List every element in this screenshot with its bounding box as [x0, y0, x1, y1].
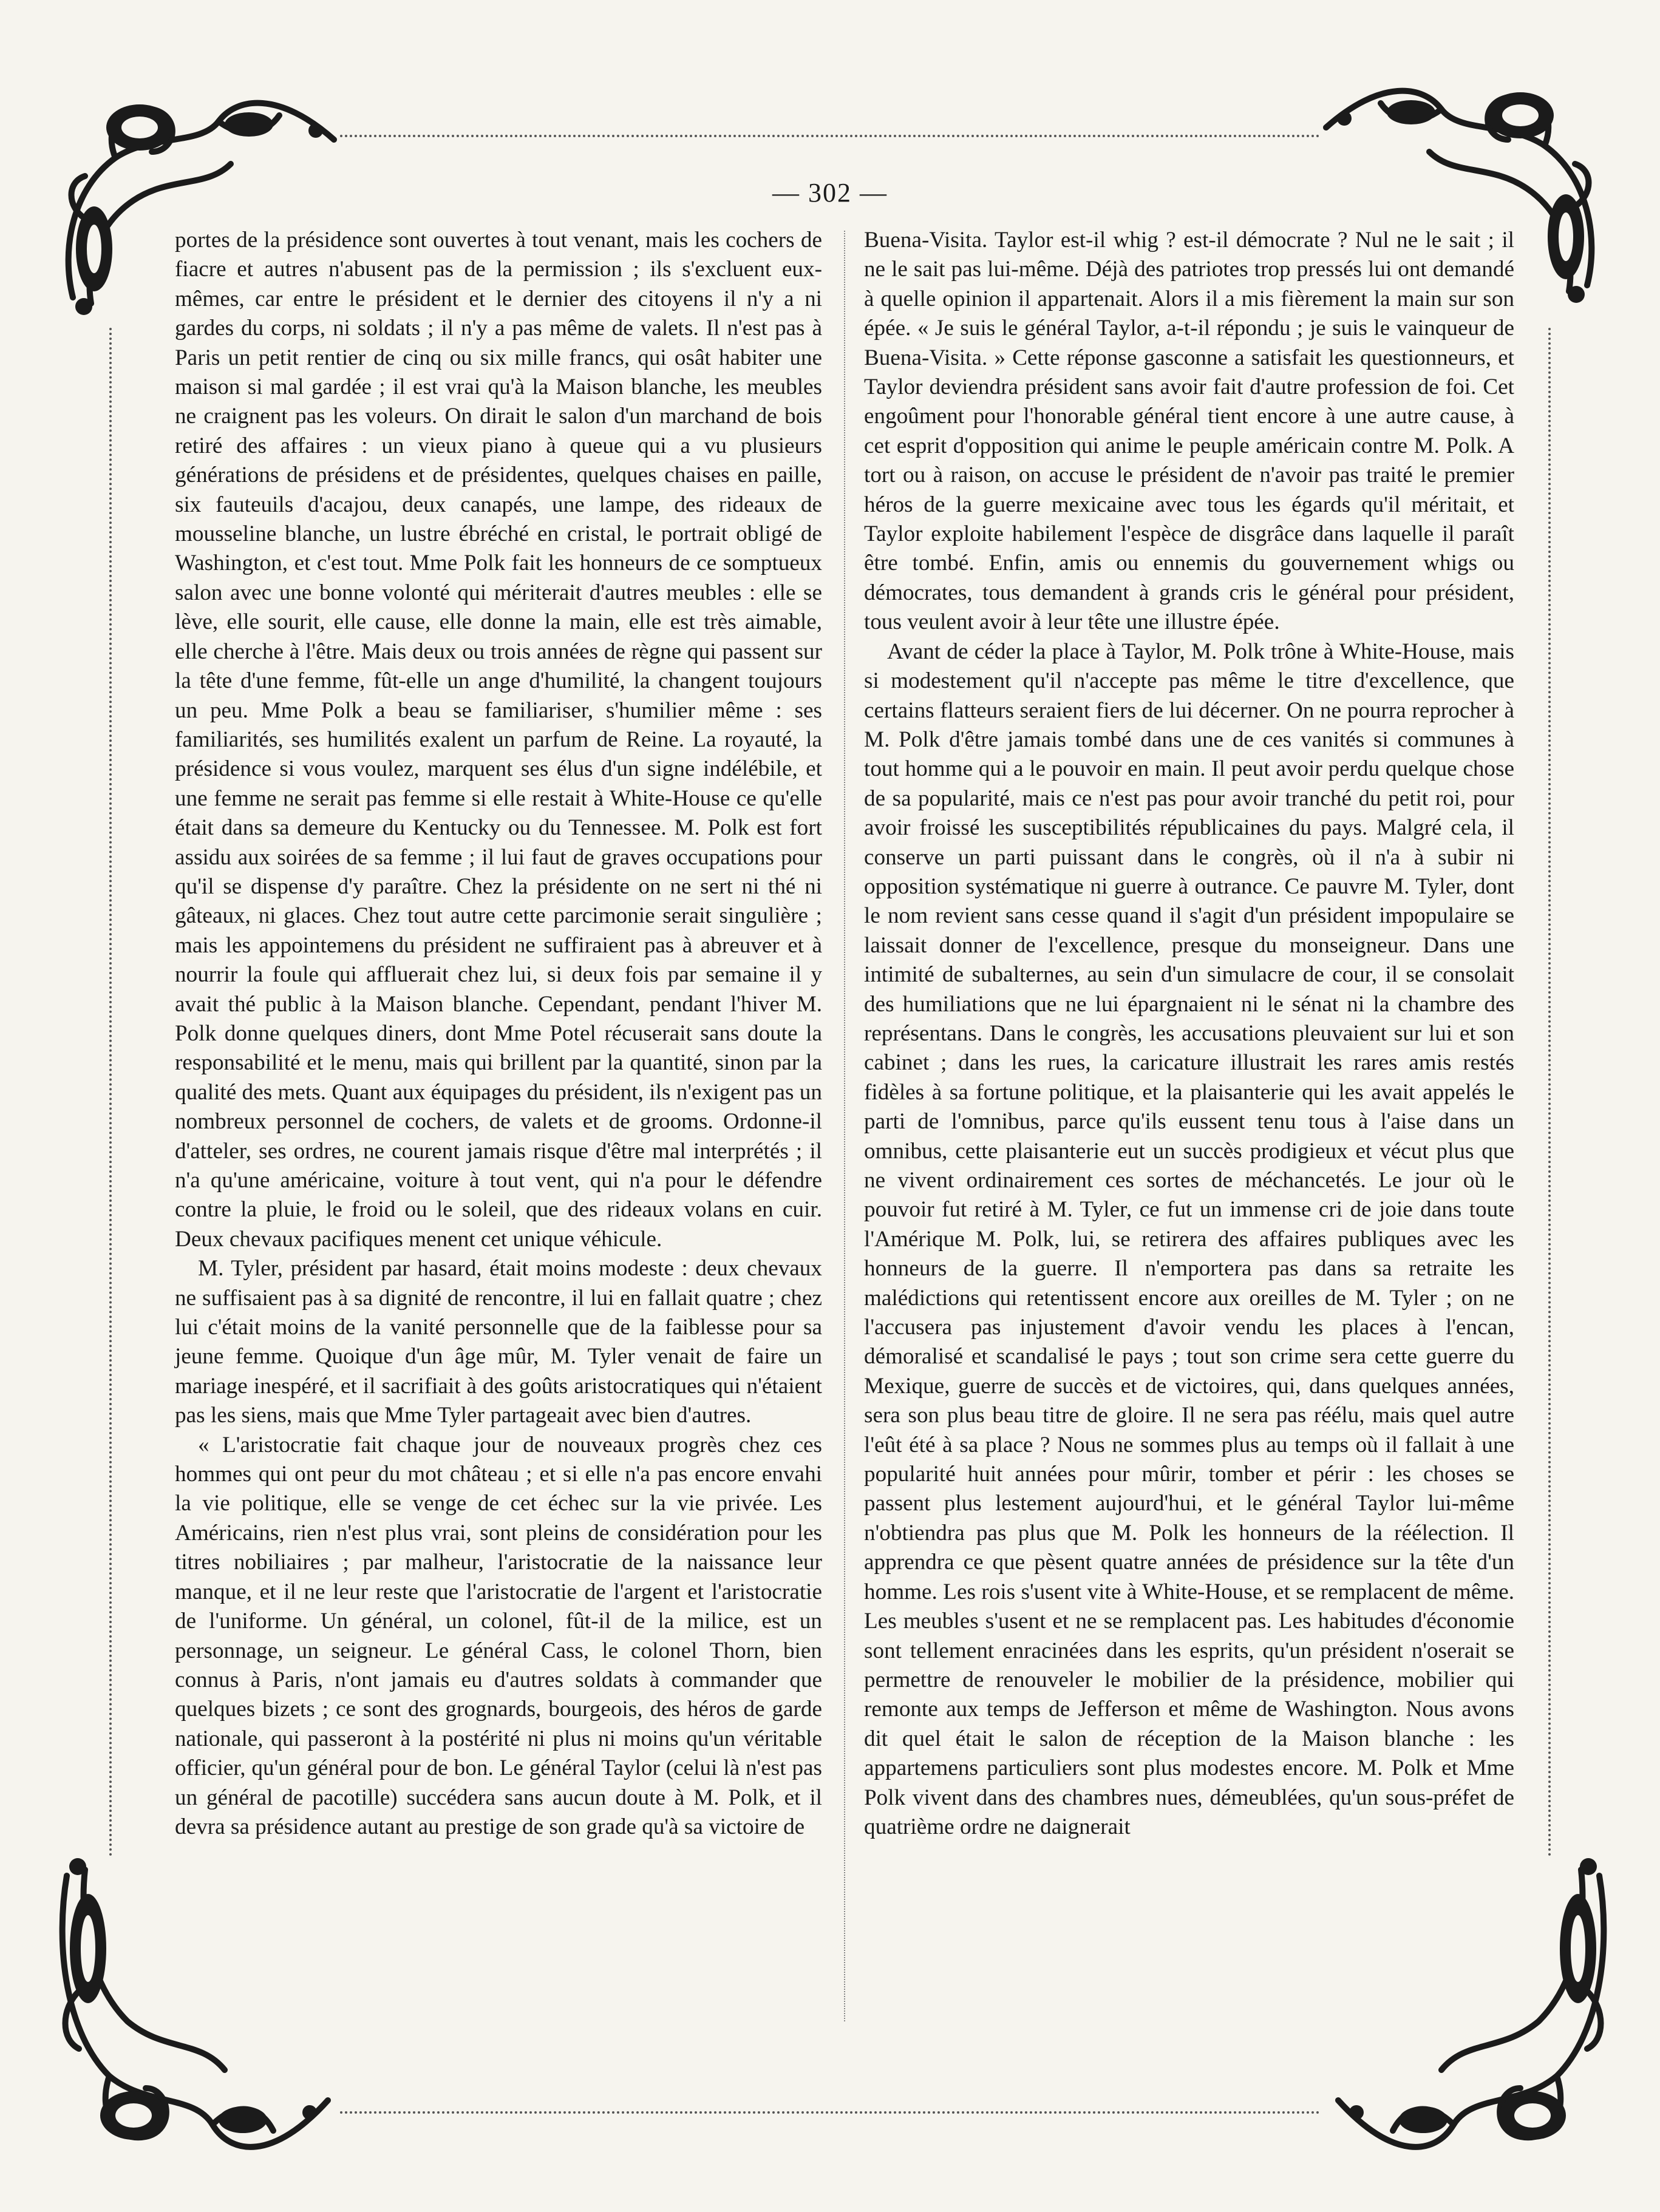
right-border-rule [1548, 328, 1551, 1857]
paragraph: Avant de céder la place à Taylor, M. Polk trône à White-House, mais si modestement qu'il n'accepte pas même le titre d'excellence, que certains flatteurs seraient fiers de lui décerner. On ne pourra reprocher à M. Polk d'être jamais tombé dans une de ces vanités si communes à tout homme qui a le pouvoir en main. Il peut avoir perdu quelque chose de sa popularité, mais ce n'est pas pour avoir tranché du petit roi, pour avoir froissé les susceptibilités républicaines du pays. Malgré cela, il conserve un parti puissant dans le congrès, où il n'a à subir ni opposition systématique ni guerre à outrance. Ce pauvre M. Tyler, dont le nom revient sans cesse quand il s'agit d'un président impopulaire se laissait donner de l'excellence, presque du monseigneur. Dans une intimité de subalternes, au sein d'un simulacre de cour, il se consolait des humiliations que ne lui épargnaient ni le sénat ni la chambre des représentans. Dans le congrès, les accusations pleuvaient sur lui et son cabinet ; dans les rues, la caricature illustrait les rares amis restés fidèles à sa fortune politique, et la plaisanterie qui les avait appelés le parti de l'omnibus, parce qu'ils eussent tenu tous à l'aise dans un omnibus, cette plaisanterie eut un succès prodigieux et vécut plus que ne vivent ordinairement ces sortes de méchancetés. Le jour où le pouvoir fut retiré à M. Tyler, ce fut un immense cri de joie dans toute l'Amérique M. Polk, lui, se retirera des affaires publiques avec les honneurs de la guerre. Il n'emportera pas dans sa retraite les malédictions qui retentissent encore aux oreilles de M. Tyler ; on ne l'accusera pas injustement d'avoir vendu les places à l'encan, démoralisé et scandalisé le pays ; tout son crime sera cette guerre du Mexique, guerre de succès et de victoires, qui, dans quelques années, sera son plus beau titre de gloire. Il ne sera pas réélu, mais quel autre l'eût été à sa place ? Nous ne sommes plus au temps où il fallait à une popularité huit années pour mûrir, tomber et périr : les choses se passent plus lestement aujourd'hui, et le général Taylor lui-même n'obtiendra pas plus que M. Polk les honneurs de la réélection. Il apprendra ce que pèsent quatre années de présidence sur la tête d'un homme. Les rois s'usent vite à White-House, et se remplacent de même. Les meubles s'usent et ne se remplacent pas. Les habitudes d'économie sont tellement enracinées dans les esprits, qu'un président n'oserait se permettre de renouveler le mobilier de la présidence, mobilier qui remonte aux temps de Jefferson et même de Washington. Nous avons dit quel était le salon de réception de la Maison blanche : les appartemens particuliers sont plus modestes encore. M. Polk et Mme Polk vivent dans des chambres nues, démeublées, qu'un sous-préfet de quatrième ordre ne daignerait [864, 639, 1514, 1839]
paragraph: portes de la présidence sont ouvertes à tout venant, mais les cochers de fiacre et autres n'abusent pas de la permission ; ils s'excluent eux-mêmes, car entre le président et le dernier des citoyens il n'y a ni gardes du corps, ni soldats ; il n'y a pas même de valets. Il n'est pas à Paris un petit rentier de cinq ou six mille francs, qui osât habiter une maison si mal gardée ; il est vrai qu'à la Maison blanche, les meubles ne craignent pas les voleurs. On dirait le salon d'un marchand de bois retiré des affaires : un vieux piano à queue qui a vu plusieurs générations de présidens et de présidentes, quelques chaises en paille, six fauteuils d'acajou, deux canapés, une lampe, des rideaux de mousseline blanche, un lustre ébréché en cristal, le portrait obligé de Washington, et c'est tout. Mme Polk fait les honneurs de ce somptueux salon avec une bonne volonté qui mériterait d'autres meubles : elle se lève, elle sourit, elle cause, elle donne la main, elle est très aimable, elle cherche à l'être. Mais deux ou trois années de règne qui passent sur la tête d'une femme, fût-elle un ange d'humilité, la changent toujours un peu. Mme Polk a beau se familiariser, s'humilier même : ses familiarités, ses humilités exalent un parfum de Reine. La royauté, la présidence si vous voulez, marquent ses élus d'un signe indélébile, et une femme ne serait pas femme si elle restait à White-House ce qu'elle était dans sa demeure du Kentucky ou du Tennessee. M. Polk est fort assidu aux soirées de sa femme ; il lui faut de graves occupations pour qu'il se dispense d'y paraître. Chez la présidente on ne sert ni thé ni gâteaux, ni glaces. Chez tout autre cette parcimonie serait singulière ; mais les appointemens du président ne suffiraient pas à abreuver et à nourrir la foule qui affluerait chez lui, si deux fois par semaine il y avait thé public à la Maison blanche. Cependant, pendant l'hiver M. Polk donne quelques diners, dont Mme Potel récuserait sans doute la responsabilité et le menu, mais qui brillent par la quantité, sinon par la qualité des mets. Quant aux équipages du président, ils n'exigent pas un nombreux personnel de cochers, de valets et de grooms. Ordonne-il d'atteler, ses ordres, ne courent jamais risque d'être mal interprétés ; il n'a qu'une américaine, voiture à tout vent, qui n'a pour le défendre contre la pluie, le froid ou le soleil, que des rideaux volans en cuir. Deux chevaux pacifiques menent cet unique véhicule. [175, 228, 822, 1252]
paragraph: Buena-Visita. Taylor est-il whig ? est-il démocrate ? Nul ne le sait ; il ne le sait pas lui-même. Déjà des patriotes trop pressés lui ont demandé à quelle opinion il appartenait. Alors il a mis fièrement la main sur son épée. « Je suis le général Taylor, a-t-il répondu ; je suis le vainqueur de Buena-Visita. » Cette réponse gasconne a satisfait les questionneurs, et Taylor deviendra président sans avoir fait d'autre profession de foi. Cet engoûment pour l'honorable général tient encore à une autre cause, à cet esprit d'opposition qui anime le peuple américain contre M. Polk. A tort ou à raison, on accuse le président de n'avoir pas traité le premier héros de la guerre mexicaine avec tous les égards qu'il méritait, et Taylor exploite habilement l'espèce de disgrâce dans laquelle il paraît être tombé. Enfin, amis ou ennemis du gouvernement whigs ou démocrates, tous demandent à grands cris le général pour président, tous veulent avoir à leur tête une illustre épée. [864, 228, 1514, 635]
page-number: — 302 — [772, 178, 888, 208]
right-text-column [864, 226, 1514, 1842]
left-border-rule [109, 328, 112, 1857]
column-divider [844, 231, 845, 2021]
scroll-ornament-bottom-right-icon [1320, 1851, 1624, 2191]
bottom-border-rule [340, 2111, 1320, 2114]
paragraph: « L'aristocratie fait chaque jour de nouveaux progrès chez ces hommes qui ont peur du mot château ; et si elle n'a pas encore envahi la vie politique, elle se venge de cet échec sur la vie privée. Les Américains, rien n'est plus vrai, sont pleins de considération pour les titres nobiliaires ; par malheur, l'aristocratie de la naissance leur manque, et il ne leur reste que l'aristocratie de l'argent et l'aristocratie de l'uniforme. Un général, un colonel, fût-il de la milice, est un personnage, un seigneur. Le général Cass, le colonel Thorn, bien connus à Paris, n'ont jamais eu d'autres soldats à commander que quelques bizets ; ce sont des grognards, bourgeois, des héros de garde nationale, qui passeront à la postérité ni plus ni moins qu'un véritable officier, qu'un général pour de bon. Le général Taylor (celui là n'est pas un général de pacotille) succédera sans aucun doute à M. Polk, et il devra sa présidence autant au prestige de son grade qu'à sa victoire de [175, 1432, 822, 1839]
scroll-ornament-bottom-left-icon [43, 1851, 346, 2191]
paragraph: M. Tyler, président par hasard, était moins modeste : deux chevaux ne suffisaient pas à sa dignité de rencontre, il lui en fallait quatre ; chez lui c'était moins de la vanité personnelle que de la faiblesse pour sa jeune femme. Quoique d'un âge mûr, M. Tyler venait de faire un mariage inespéré, et il sacrifiait à des goûts aristocratiques qui n'étaient pas les siens, mais que Mme Tyler partageait avec bien d'autres. [175, 1256, 822, 1428]
top-border-rule [340, 135, 1320, 137]
left-text-column [175, 226, 822, 1842]
